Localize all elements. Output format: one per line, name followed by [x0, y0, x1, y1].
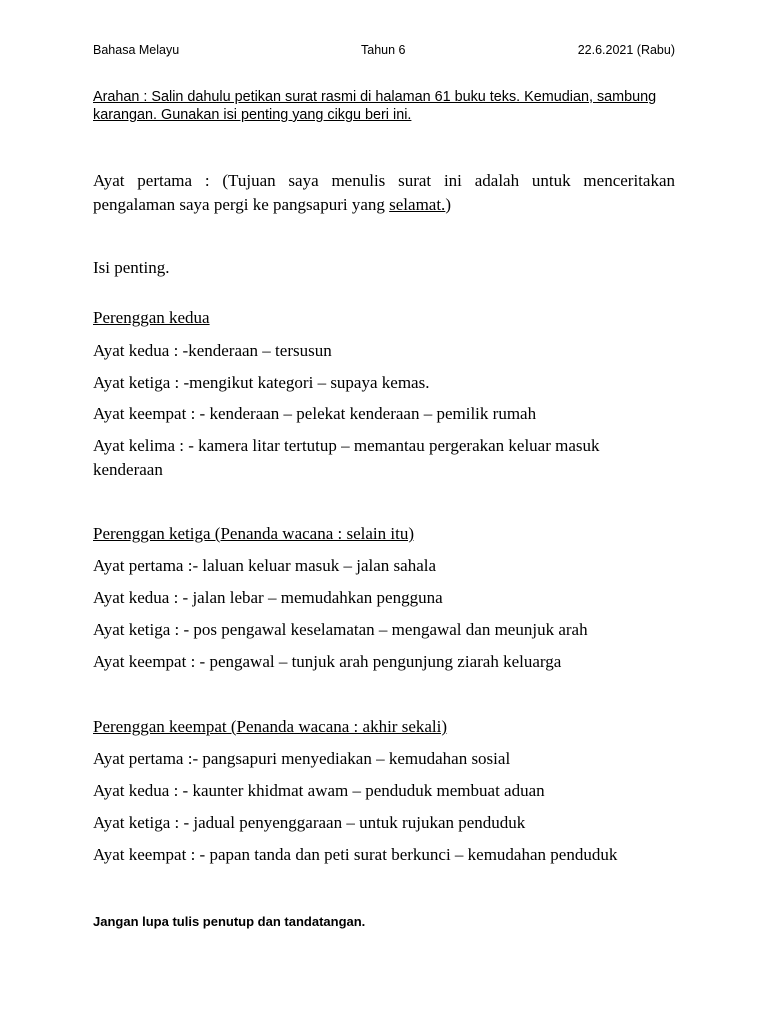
instruction-text: Arahan : Salin dahulu petikan surat rasmi di halaman 61 buku teks. Kemudian, sambung karangan. Gunakan isi penting yang cikgu beri ini.: [93, 89, 657, 123]
p2-line: Ayat kelima : - kamera litar tertutup – memantau pergerakan keluar masuk kenderaan: [93, 436, 600, 479]
p4-line: Ayat kedua : - kaunter khidmat awam – penduduk membuat aduan: [93, 781, 545, 800]
intro-underlined-word: selamat.: [389, 195, 446, 214]
p4-line: Ayat ketiga : - jadual penyenggaraan – untuk rujukan penduduk: [93, 813, 526, 832]
footer-reminder: Jangan lupa tulis penutup dan tandatangan.: [93, 914, 366, 929]
p4-heading: Perenggan keempat (Penanda wacana : akhir sekali): [93, 717, 448, 736]
page-header: [93, 43, 675, 61]
p3-line: Ayat ketiga : - pos pengawal keselamatan – mengawal dan meunjuk arah: [93, 620, 588, 639]
p2-line: Ayat keempat : - kenderaan – pelekat kenderaan – pemilik rumah: [93, 404, 537, 423]
p3-heading: Perenggan ketiga (Penanda wacana : selain itu): [93, 524, 414, 543]
p3-line: Ayat kedua : - jalan lebar – memudahkan pengguna: [93, 588, 443, 607]
p4-line: Ayat pertama :- pangsapuri menyediakan – kemudahan sosial: [93, 749, 511, 768]
intro-paragraph: [93, 169, 675, 217]
intro-closing: ): [445, 195, 451, 214]
p2-line: Ayat ketiga : -mengikut kategori – supaya kemas.: [93, 373, 430, 392]
isi-penting-label: Isi penting.: [93, 258, 170, 277]
p2-heading: Perenggan kedua: [93, 308, 210, 327]
header-subject: Bahasa Melayu: [93, 43, 180, 57]
p2-line: Ayat kedua : -kenderaan – tersusun: [93, 341, 332, 360]
header-year: Tahun 6: [361, 43, 406, 57]
p4-line: Ayat keempat : - papan tanda dan peti surat berkunci – kemudahan penduduk: [93, 845, 618, 864]
intro-text: Ayat pertama : (Tujuan saya menulis surat ini adalah untuk menceritakan pengalaman saya pergi ke pangsapuri yang: [93, 171, 675, 214]
header-date: 22.6.2021 (Rabu): [577, 43, 675, 57]
p3-line: Ayat pertama :- laluan keluar masuk – jalan sahala: [93, 556, 437, 575]
p3-line: Ayat keempat : - pengawal – tunjuk arah pengunjung ziarah keluarga: [93, 652, 562, 671]
